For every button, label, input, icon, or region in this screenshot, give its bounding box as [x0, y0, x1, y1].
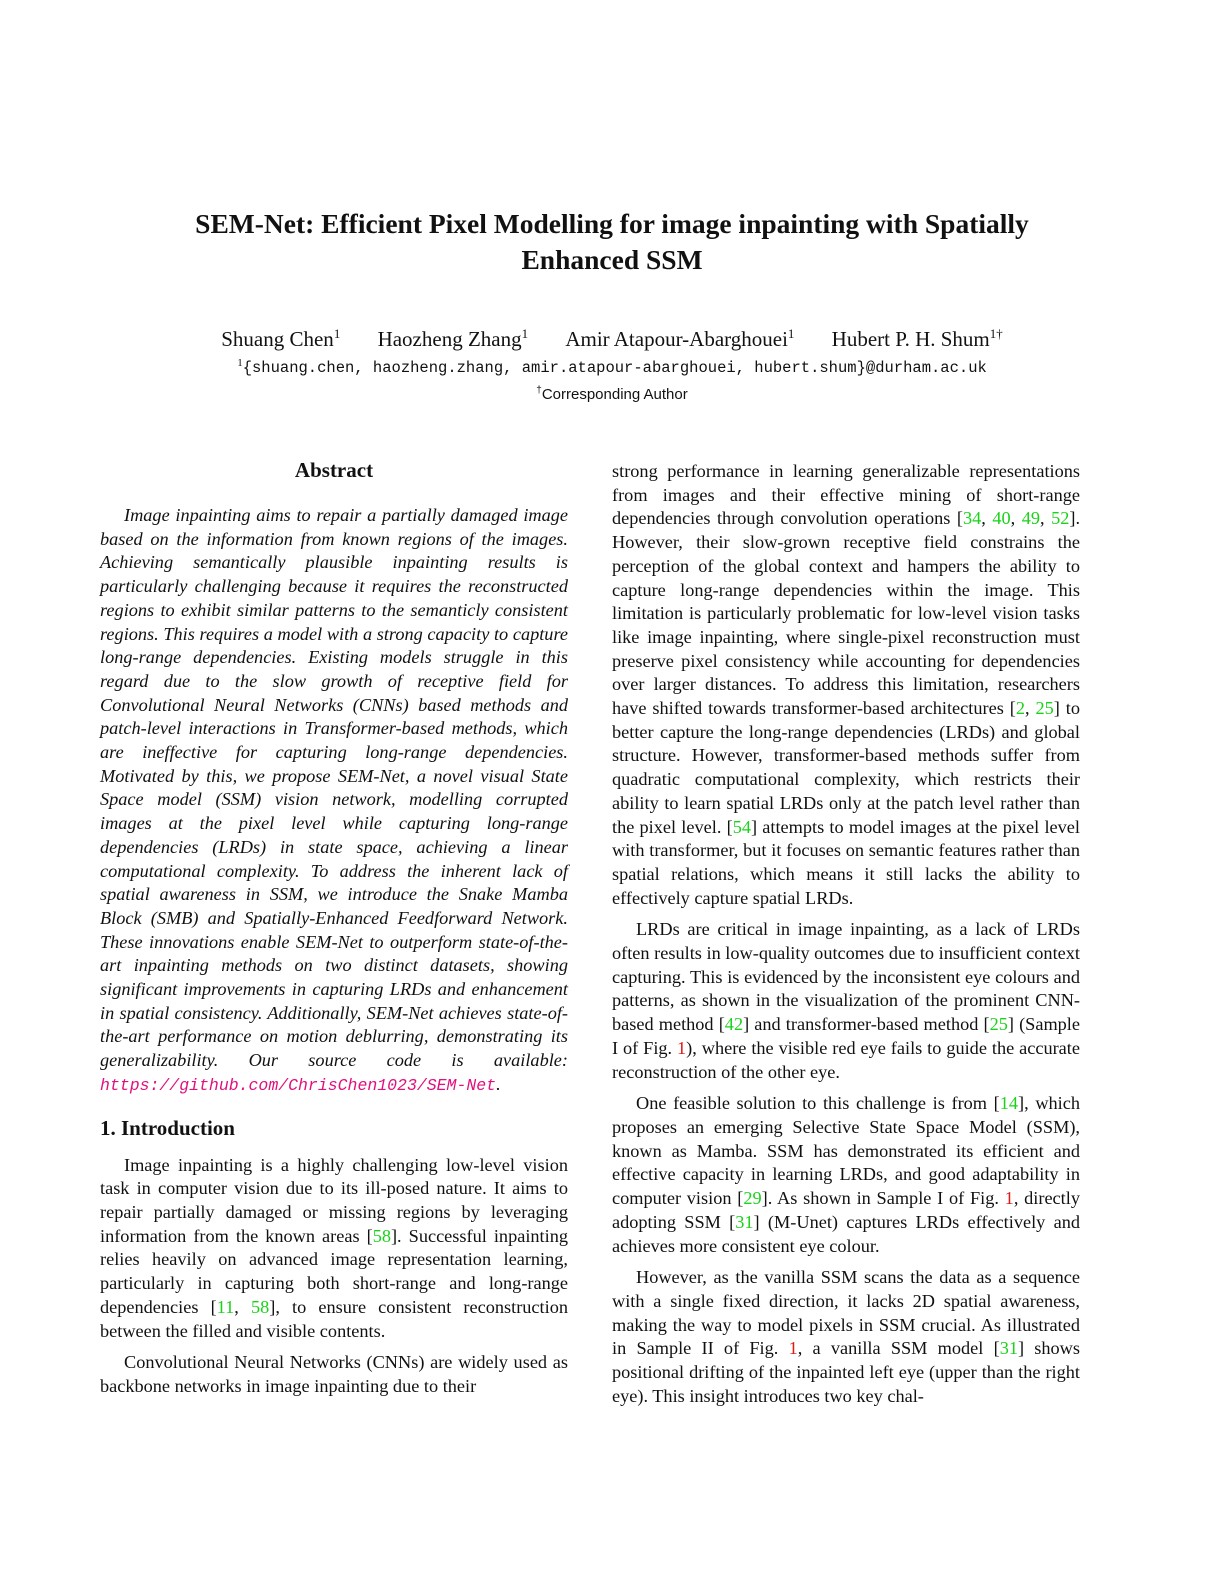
author-1: [221, 327, 340, 351]
email-text: {shuang.chen, haozheng.zhang, amir.atapour-abarghouei, hubert.shum}@durham.ac.uk: [242, 359, 987, 378]
corresponding-text: Corresponding Author: [541, 386, 688, 403]
abstract-text: [100, 504, 568, 1098]
abstract-end-punct: .: [496, 1073, 501, 1094]
citation-link[interactable]: 31: [735, 1211, 754, 1232]
email-affiliation-mark: 1: [237, 357, 243, 369]
author-affiliation-mark: 1: [333, 326, 341, 341]
section-heading-introduction: 1. Introduction: [100, 1115, 235, 1140]
text-run: Image inpainting is a highly challenging low-level vision task in computer vision due to its ill-posed nature. It aims to repair partially damaged or missing regions by leveraging information from the known areas [: [100, 1154, 568, 1246]
author-4: [832, 327, 1003, 351]
text-run: , a vanilla SSM model [: [797, 1338, 1000, 1359]
author-3: [565, 327, 794, 351]
right-column: [612, 460, 1080, 1416]
intro-paragraph-1: [100, 1154, 568, 1344]
corresponding-author-note: [100, 380, 1124, 406]
paper-title-line-2: Enhanced SSM: [521, 244, 703, 275]
text-run: strong performance in learning generalizable representations from images and their effective mining of short-range dependencies through convolution operations [: [612, 461, 1080, 529]
text-run: One feasible solution to this challenge is from [: [636, 1093, 1000, 1114]
text-run: ,: [981, 508, 993, 529]
text-run: LRDs are critical in image inpainting, as a lack of LRDs often results in low-quality outcomes due to insufficient context capturing. This is evidenced by the inconsistent eye colours and patterns, as shown in the visualization of the prominent CNN-based method [: [612, 919, 1080, 1035]
figure-link[interactable]: 1: [677, 1037, 687, 1058]
author-name: Hubert P. H. Shum: [831, 327, 990, 351]
author-emails: [100, 352, 1124, 379]
intro-paragraph-2-continued: [612, 460, 1080, 910]
abstract-body: Image inpainting aims to repair a partially damaged image based on the information from known regions of the images. Achieving semantically plausible inpainting results is particularly challenging because it requires the reconstructed regions to exhibit similar patterns to the semanticly consistent regions. This requires a model with a strong capacity to capture long-range dependencies. Existing models struggle in this regard due to the slow growth of receptive field for Convolutional Neural Networks (CNNs) based methods and patch-level interactions in Transformer-based methods, which are ineffective for capturing long-range dependencies. Motivated by this, we propose SEM-Net, a novel visual State Space model (SSM) vision network, modelling corrupted images at the pixel level while capturing long-range dependencies (LRDs) in state space, achieving a linear computational complexity. To address the inherent lack of spatial awareness in SSM, we introduce the Snake Mamba Block (SMB) and Spatially-Enhanced Feedforward Network. These innovations enable SEM-Net to outperform state-of-the-art inpainting methods on two distinct datasets, showing significant improvements in capturing LRDs and enhancement in spatial consistency. Additionally, SEM-Net achieves state-of-the-art performance on motion deblurring, demonstrating its generalizability. Our source code is available:: [100, 505, 568, 1071]
intro-paragraph-3: [612, 918, 1080, 1084]
author-affiliation-mark: 1: [521, 326, 529, 341]
abstract-heading: Abstract: [294, 458, 374, 482]
citation-link[interactable]: 14: [999, 1093, 1019, 1114]
citation-link[interactable]: 49: [1021, 508, 1040, 529]
citation-link[interactable]: 29: [743, 1188, 762, 1209]
paper-title: [100, 206, 1124, 278]
citation-link[interactable]: 2: [1015, 698, 1025, 719]
corresponding-mark: †: [536, 385, 542, 396]
citation-link[interactable]: 11: [216, 1296, 235, 1317]
citation-link[interactable]: 40: [992, 508, 1011, 529]
citation-link[interactable]: 42: [724, 1014, 744, 1035]
author-affiliation-mark: 1: [787, 326, 795, 341]
author-2: [378, 327, 529, 351]
citation-link[interactable]: 25: [1035, 698, 1054, 719]
citation-link[interactable]: 54: [732, 816, 751, 837]
author-affiliation-mark: 1†: [989, 326, 1003, 341]
author-name: Shuang Chen: [221, 327, 334, 351]
text-run: ]. Successful inpainting relies heavily on advanced image representation learning, particularly in capturing both short-range and long-range dependencies [: [100, 1225, 568, 1317]
text-run: , directly adopting SSM [: [612, 1188, 1080, 1232]
text-run: ,: [234, 1296, 251, 1317]
intro-paragraph-4: [612, 1092, 1080, 1258]
intro-paragraph-5: [612, 1266, 1080, 1408]
citation-link[interactable]: 31: [999, 1338, 1018, 1359]
citation-link[interactable]: 58: [372, 1225, 391, 1246]
citation-link[interactable]: 34: [962, 508, 982, 529]
citation-link[interactable]: 58: [250, 1296, 270, 1317]
text-run: ] to better capture the long-range dependencies (LRDs) and global structure. However, transformer-based methods suffer from quadratic computational complexity, which restricts their ability to learn spatial LRDs only at the patch level rather than the pixel level. [: [612, 698, 1080, 837]
figure-link[interactable]: 1: [1004, 1188, 1014, 1209]
text-run: ] (M-Unet) captures LRDs effectively and achieves more consistent eye colour.: [612, 1211, 1080, 1256]
author-name: Haozheng Zhang: [377, 327, 522, 351]
text-run: ], which proposes an emerging Selective State Space Model (SSM), known as Mamba. SSM has demonstrated its efficient and effective capacity in learning LRDs, and good adaptability in computer vision [: [612, 1093, 1080, 1209]
left-column: [100, 456, 568, 1407]
text-run: ]. However, their slow-grown receptive field constrains the perception of the global context and hampers the ability to capture long-range dependencies within the image. This limitation is particularly problematic for low-level vision tasks like image inpainting, where single-pixel reconstruction must preserve pixel consistency while accounting for dependencies over larger distances. To address this limitation, researchers have shifted towards transformer-based architectures [: [612, 508, 1081, 719]
text-run: ] attempts to model images at the pixel level with transformer, but it focuses on semantic features rather than spatial relations, which means it still lacks the ability to effectively capture spatial LRDs.: [612, 816, 1080, 908]
text-run: ,: [1039, 508, 1052, 529]
text-run: ] shows positional drifting of the inpainted left eye (upper than the right eye). This insight introduces two key chal-: [612, 1338, 1080, 1406]
figure-link[interactable]: 1: [788, 1338, 798, 1359]
author-list: [100, 320, 1124, 353]
author-name: Amir Atapour-Abarghouei: [565, 327, 788, 351]
paper-title-line-1: SEM-Net: Efficient Pixel Modelling for image inpainting with Spatially: [195, 208, 1029, 239]
citation-link[interactable]: 25: [989, 1014, 1008, 1035]
text-run: ,: [1010, 508, 1022, 529]
text-run: ), where the visible red eye fails to guide the accurate reconstruction of the other eye.: [612, 1037, 1080, 1082]
citation-link[interactable]: 52: [1051, 508, 1070, 529]
text-run: ] (Sample I of Fig.: [612, 1014, 1081, 1058]
text-run: ], to ensure consistent reconstruction between the filled and visible contents.: [100, 1296, 568, 1341]
text-run: ]. As shown in Sample I of Fig.: [761, 1188, 1005, 1209]
text-run: ] and transformer-based method [: [743, 1014, 990, 1035]
source-code-link[interactable]: https://github.com/ChrisChen1023/SEM-Net: [100, 1075, 497, 1095]
intro-paragraph-2-start: Convolutional Neural Networks (CNNs) are widely used as backbone networks in image inpainting due to their: [100, 1352, 568, 1396]
text-run: ,: [1024, 698, 1036, 719]
text-run: However, as the vanilla SSM scans the data as a sequence with a single fixed direction, it lacks 2D spatial awareness, making the way to model pixels in SSM crucial. As illustrated in Sample II of Fig.: [612, 1267, 1080, 1359]
